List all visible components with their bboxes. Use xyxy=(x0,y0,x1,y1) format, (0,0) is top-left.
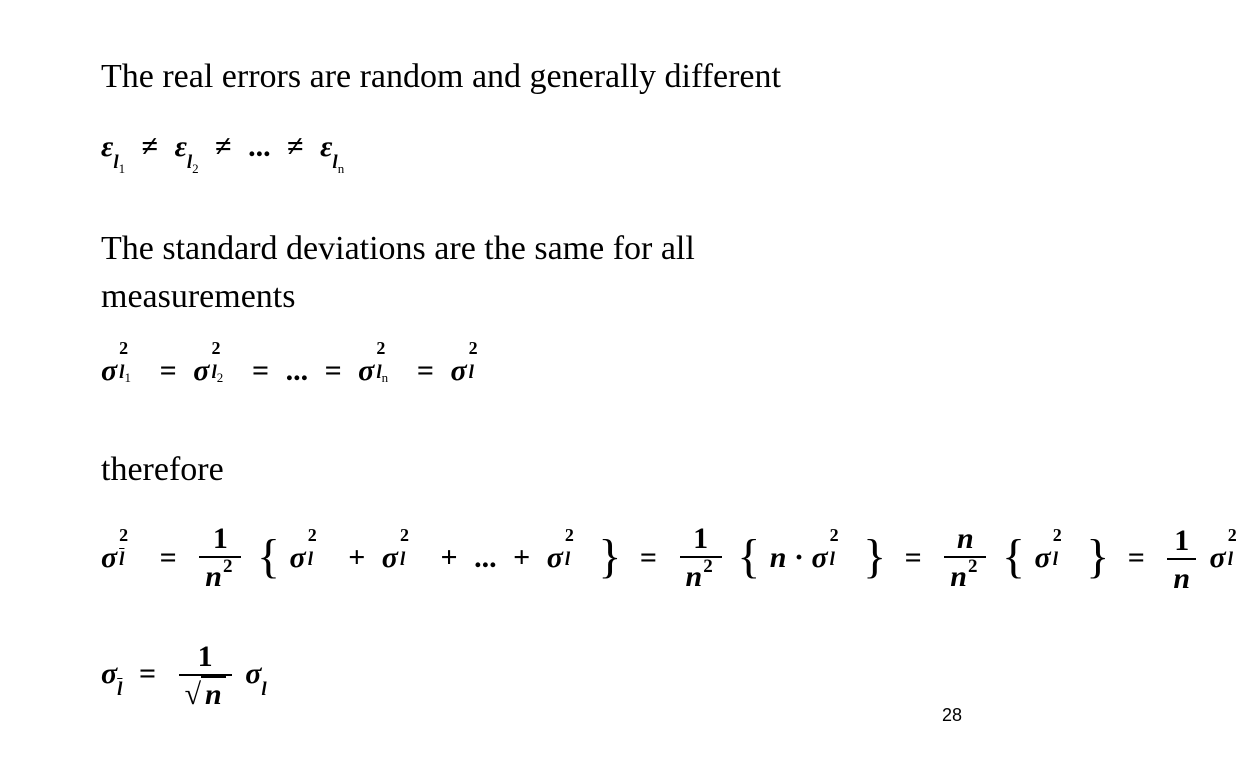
sigma-symbol: σ xyxy=(101,354,118,387)
plus-sign: + xyxy=(513,540,531,574)
n-symbol: n xyxy=(769,540,787,574)
sigma-symbol: σ xyxy=(101,656,118,690)
left-brace: { xyxy=(256,529,281,583)
sigma-symbol: σ xyxy=(358,354,375,387)
sup-sub-l: 2 l xyxy=(1227,524,1237,570)
statement-standard-deviations-line1: The standard deviations are the same for all xyxy=(101,230,695,267)
formula-mean-variance xyxy=(101,522,1252,598)
sup-sub-lbar: $\frac{2}{l}$ xyxy=(119,524,129,570)
sigma-symbol: σ xyxy=(1034,540,1051,574)
sigma-symbol: σ xyxy=(245,656,262,690)
equals-sign: = xyxy=(159,540,177,574)
left-brace: { xyxy=(737,529,761,583)
fraction-1-over-n-squared: $\frac{1}{n^2}$ xyxy=(199,522,241,598)
equals-sign: = xyxy=(159,354,177,387)
sigma-symbol: σ xyxy=(101,540,118,574)
plus-sign: + xyxy=(440,540,458,574)
epsilon-symbol: ε xyxy=(320,130,333,163)
sup-sub-l: 2 l xyxy=(829,524,839,570)
fraction-n-over-n-squared: $\frac{n}{n^2}$ xyxy=(944,522,986,598)
not-equal-sign: ≠ xyxy=(141,130,159,163)
sup-sub-l: 2 l xyxy=(564,524,574,570)
epsilon-symbol: ε xyxy=(174,130,187,163)
equals-sign: = xyxy=(324,354,342,387)
sup-sub-l: 2 l xyxy=(468,338,478,383)
equals-sign: = xyxy=(416,354,434,387)
equals-sign: = xyxy=(639,540,658,574)
square-root-sign: √ xyxy=(184,678,202,711)
sigma-symbol: σ xyxy=(381,540,398,574)
fraction-1-over-n: $\frac{1}{n}$ xyxy=(1167,524,1196,596)
subscript-l: l2 xyxy=(186,152,199,176)
sigma-symbol: σ xyxy=(811,540,828,574)
sup-sub-l: 2 l xyxy=(1052,524,1062,570)
sigma-symbol: σ xyxy=(289,540,306,574)
sup-sub-l: 2 l xyxy=(399,524,409,570)
formula-mean-standard-deviation xyxy=(101,640,267,712)
sup-sub-l1: 2 $l_1$ xyxy=(119,338,131,385)
sigma-symbol: σ xyxy=(193,354,210,387)
equals-sign: = xyxy=(1127,540,1145,574)
fraction-1-over-n-squared: $\frac{1}{n^2}$ xyxy=(680,522,722,598)
right-brace: } xyxy=(1086,529,1110,583)
equals-sign: = xyxy=(138,656,157,690)
ellipsis: ... xyxy=(248,130,271,163)
right-brace: } xyxy=(863,529,887,583)
sup-sub-ln: 2 $l_n$ xyxy=(376,338,389,385)
subscript-lbar: l xyxy=(117,678,123,700)
ellipsis: ... xyxy=(285,354,309,387)
left-brace: { xyxy=(1001,529,1026,583)
subscript-l: l1 xyxy=(113,152,126,176)
statement-real-errors: The real errors are random and generally different xyxy=(101,58,781,95)
fraction-1-over-sqrt-n: $\frac{1}{√ n}$ xyxy=(179,640,232,712)
sup-sub-l: 2 l xyxy=(307,524,317,570)
subscript-l: l xyxy=(261,678,267,700)
formula-errors-different xyxy=(101,130,345,176)
not-equal-sign: ≠ xyxy=(287,130,304,163)
dot-operator: · xyxy=(793,540,804,574)
not-equal-sign: ≠ xyxy=(215,130,232,163)
sigma-symbol: σ xyxy=(1209,540,1226,574)
right-brace: } xyxy=(598,529,622,583)
sigma-symbol: σ xyxy=(450,354,467,387)
ellipsis: ... xyxy=(474,540,497,574)
slide-number: 28 xyxy=(941,705,962,725)
plus-sign: + xyxy=(348,540,366,574)
formula-equal-variances xyxy=(101,338,493,388)
statement-therefore: therefore xyxy=(101,451,224,488)
equals-sign: = xyxy=(251,354,270,387)
equals-sign: = xyxy=(904,540,922,574)
epsilon-symbol: ε xyxy=(101,130,114,163)
sigma-symbol: σ xyxy=(546,540,563,574)
statement-standard-deviations-line2: measurements xyxy=(101,278,296,315)
subscript-l: ln xyxy=(332,152,345,176)
sup-sub-l2: 2 $l_2$ xyxy=(211,338,224,385)
